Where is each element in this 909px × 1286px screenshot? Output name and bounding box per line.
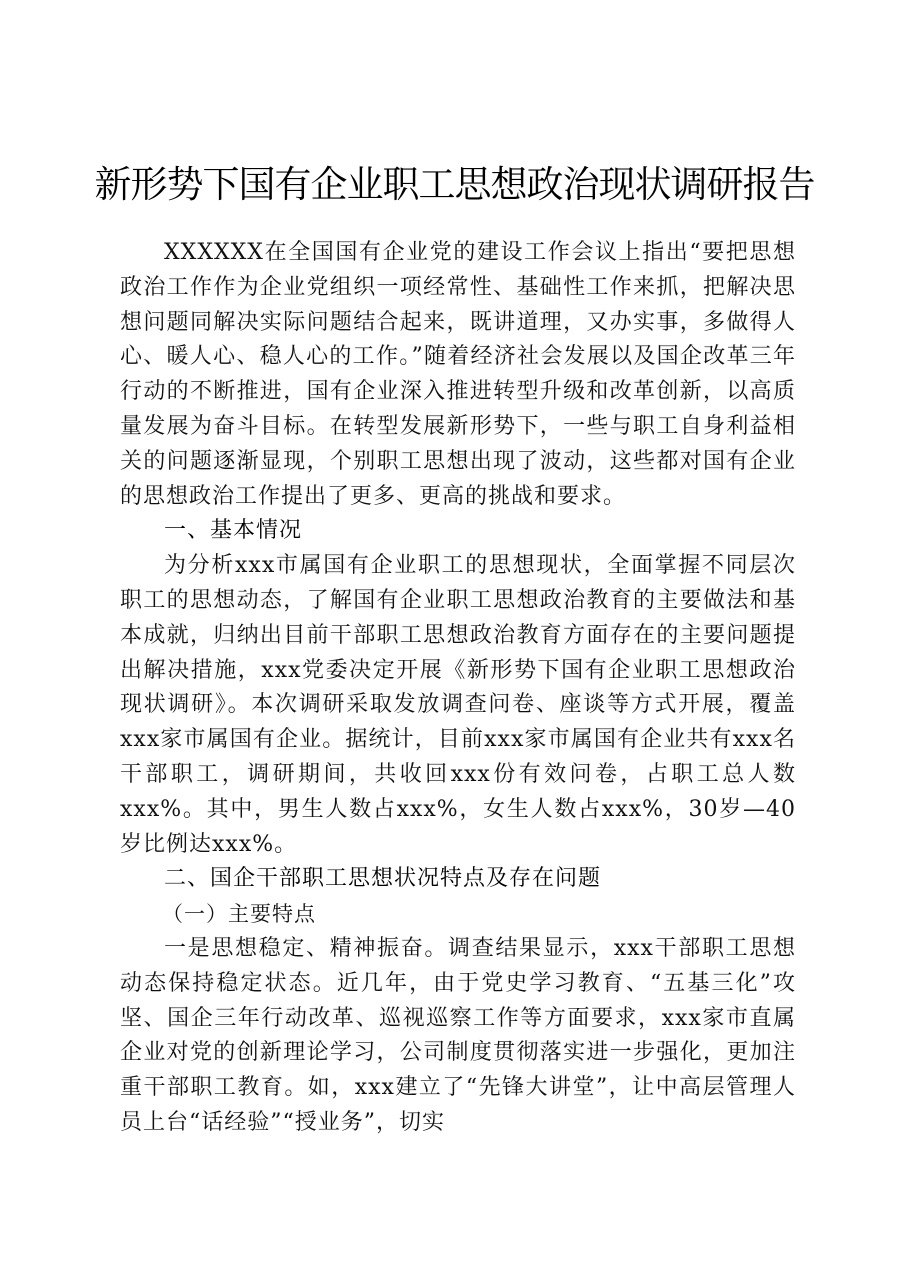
basic-situation-paragraph: 为分析xxx市属国有企业职工的思想现状，全面掌握不同层次职工的思想动态，了解国有企业职工思想政治教育的主要做法和基本成就，归纳出目前干部职工思想政治教育方面存在的主要问题提出解决措施，xxx党委决定开展《新形势下国有企业职工思想政治现状调研》。本次调研采取发放调查问卷、座谈等方式开展，覆盖xxx家市属国有企业。据统计，目前xxx家市属国有企业共有xxx名干部职工，调研期间，共收回xxx份有效问卷，占职工总人数xxx%。其中，男生人数占xxx%，女生人数占xxx%，30岁—40岁比例达xxx%。 [120, 553, 796, 857]
section-heading-basic-situation: 一、基本情况 [164, 518, 303, 544]
document-title: 新形势下国有企业职工思想政治现状调研报告 [94, 163, 815, 206]
subsection-heading-main-features: （一）主要特点 [162, 902, 316, 927]
main-features-paragraph: 一是思想稳定、精神振奋。调查结果显示，xxx干部职工思想动态保持稳定状态。近几年，由于党史学习教育、“五基三化”攻坚、国企三年行动改革、巡视巡察工作等方面要求，xxx家市直属企业对党的创新理论学习，公司制度贯彻落实进一步强化，更加注重干部职工教育。如，xxx建立了“先锋大讲堂”，让中高层管理人员上台“话经验”“授业务”，切实 [120, 935, 796, 1135]
section-heading-features-and-problems: 二、国企干部职工思想状况特点及存在问题 [164, 866, 602, 892]
intro-paragraph: XXXXXX在全国国有企业党的建设工作会议上指出“要把思想政治工作作为企业党组织一项经常性、基础性工作来抓，把解决思想问题同解决实际问题结合起来，既讲道理，又办实事，多做得人心、暖人心、稳人心的工作。”随着经济社会发展以及国企改革三年行动的不断推进，国有企业深入推进转型升级和改革创新，以高质量发展为奋斗目标。在转型发展新形势下，一些与职工自身利益相关的问题逐渐显现，个别职工思想出现了波动，这些都对国有企业的思想政治工作提出了更多、更高的挑战和要求。 [120, 240, 796, 509]
document-body [120, 236, 796, 1141]
